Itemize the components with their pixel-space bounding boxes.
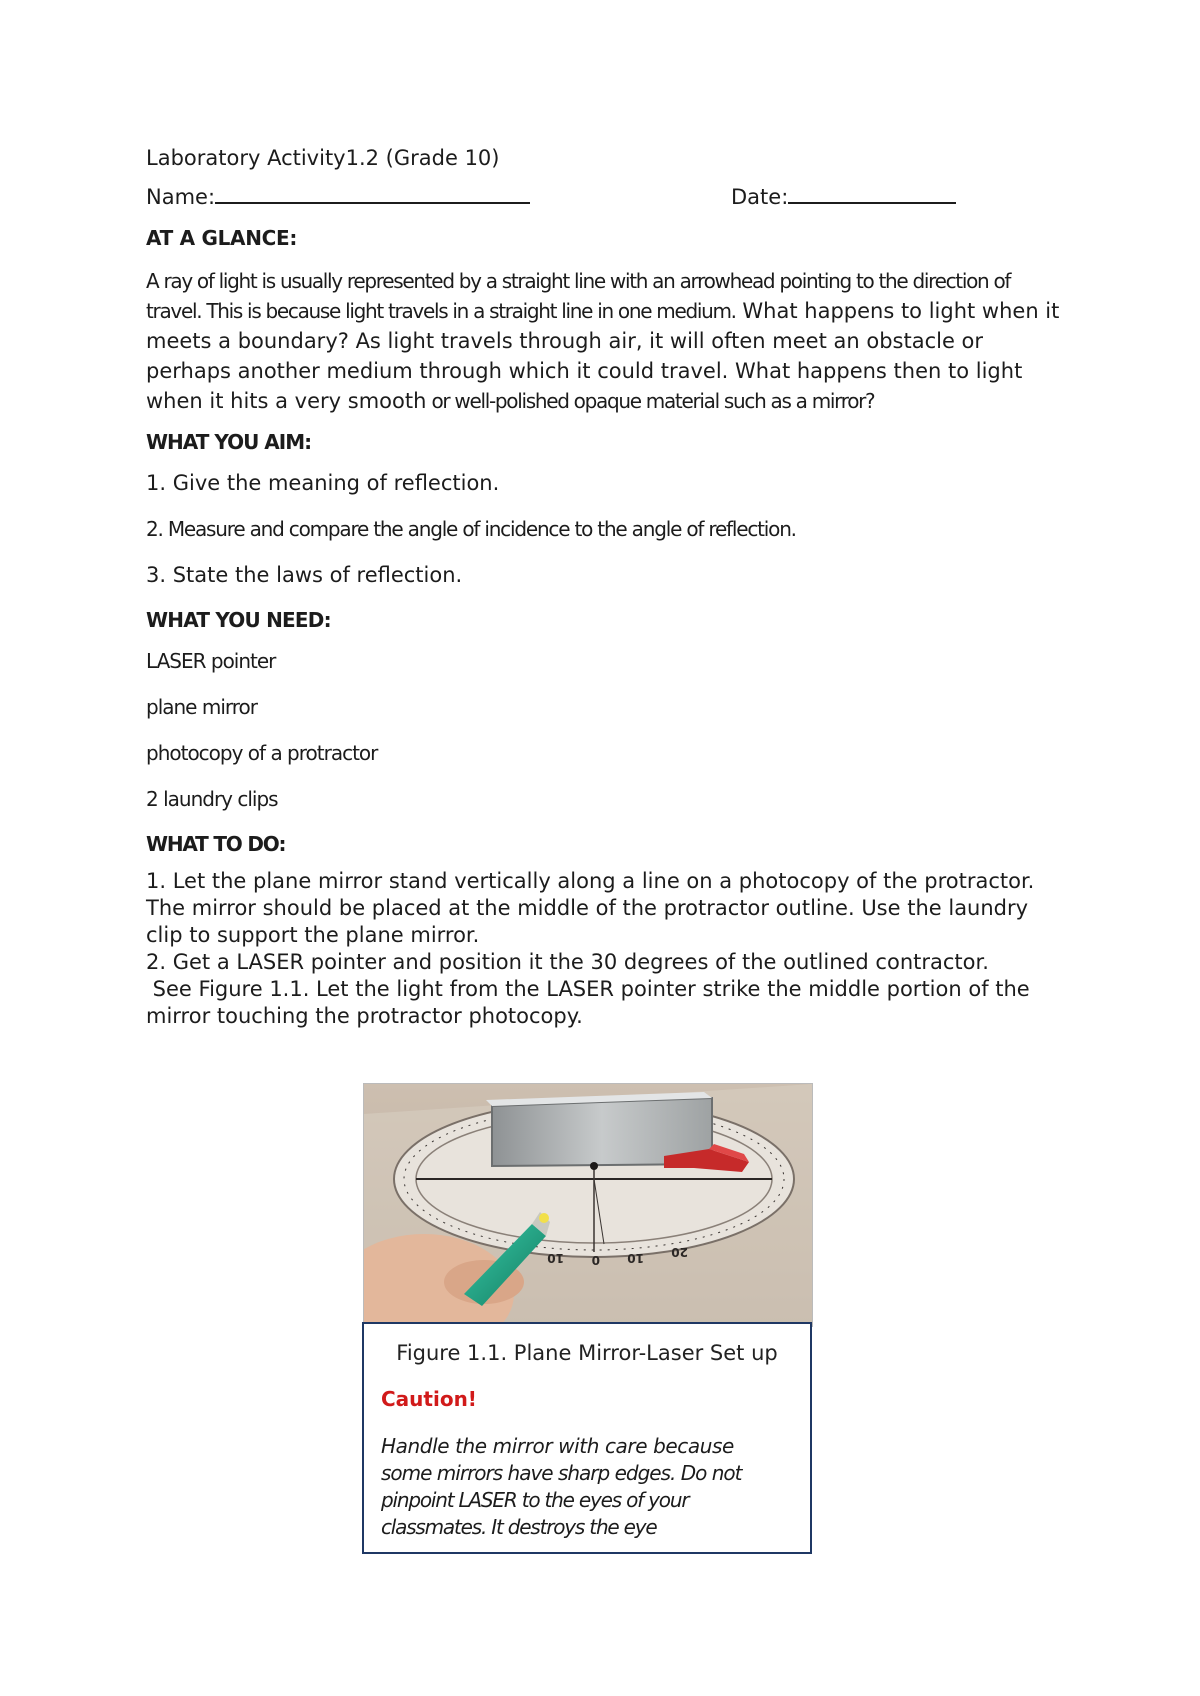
glance-line xyxy=(146,386,1066,416)
glance-line xyxy=(146,296,1066,326)
aim-item: 3. State the laws of reflection. xyxy=(146,563,463,587)
aim-item: 1. Give the meaning of reflection. xyxy=(146,471,500,495)
at-a-glance-heading: AT A GLANCE: xyxy=(146,226,298,250)
glance-line-part: What happens to light when it xyxy=(735,299,1060,323)
name-date-row xyxy=(146,182,1066,216)
plane-mirror-laser-photo xyxy=(364,1084,812,1326)
todo-line: clip to support the plane mirror. xyxy=(146,923,480,947)
glance-line: perhaps another medium through which it could travel. What happens then to light xyxy=(146,359,1023,383)
name-blank-line[interactable] xyxy=(215,182,530,204)
date-label: Date: xyxy=(731,185,789,209)
todo-line: The mirror should be placed at the middle of the protractor outline. Use the laundry xyxy=(146,896,1029,920)
glance-line-part: or well-polished opaque material such as a mirror? xyxy=(426,389,875,413)
todo-line: 2. Get a LASER pointer and position it the 30 degrees of the outlined contractor. xyxy=(146,950,989,974)
protractor-label: 0 xyxy=(591,1253,600,1267)
todo-line: 1. Let the plane mirror stand vertically along a line on a photocopy of the protractor. xyxy=(146,869,1035,893)
need-item: 2 laundry clips xyxy=(146,787,278,811)
figure-caption: Figure 1.1. Plane Mirror-Laser Set up xyxy=(396,1341,778,1365)
figure-photo xyxy=(363,1083,813,1327)
what-you-aim-heading: WHAT YOU AIM: xyxy=(146,430,312,454)
what-to-do-heading: WHAT TO DO: xyxy=(146,832,286,856)
glance-line-part: travel. This is because light travels in a straight line in one medium. xyxy=(146,299,736,323)
todo-line: See Figure 1.1. Let the light from the LASER pointer strike the middle portion of the xyxy=(146,977,1030,1001)
caution-text xyxy=(381,1433,796,1541)
protractor-label: 10 xyxy=(627,1251,644,1265)
need-item: LASER pointer xyxy=(146,649,276,673)
caution-line: some mirrors have sharp edges. Do not xyxy=(381,1461,742,1485)
caution-line: Handle the mirror with care because xyxy=(381,1434,734,1458)
protractor-label: 10 xyxy=(547,1251,564,1265)
glance-line-part: when it hits a very smooth xyxy=(146,389,427,413)
protractor-label: 20 xyxy=(671,1245,688,1259)
name-field[interactable] xyxy=(146,182,530,209)
need-item: plane mirror xyxy=(146,695,257,719)
date-blank-line[interactable] xyxy=(788,182,956,204)
aim-item: 2. Measure and compare the angle of incidence to the angle of reflection. xyxy=(146,517,796,541)
date-field[interactable] xyxy=(731,182,956,209)
glance-line: meets a boundary? As light travels through air, it will often meet an obstacle or xyxy=(146,329,984,353)
todo-line: mirror touching the protractor photocopy. xyxy=(146,1004,583,1028)
name-label: Name: xyxy=(146,185,216,209)
document-content xyxy=(146,146,1066,1030)
caution-line: pinpoint LASER to the eyes of your xyxy=(381,1488,689,1512)
caution-title: Caution! xyxy=(381,1387,477,1411)
activity-title: Laboratory Activity1.2 (Grade 10) xyxy=(146,146,500,170)
what-you-need-heading: WHAT YOU NEED: xyxy=(146,608,331,632)
at-a-glance-paragraph xyxy=(146,266,1066,416)
glance-line: A ray of light is usually represented by a straight line with an arrowhead pointing to the direction of xyxy=(146,269,1011,293)
caution-line: classmates. It destroys the eye xyxy=(381,1515,657,1539)
caption-box xyxy=(362,1322,812,1554)
need-item: photocopy of a protractor xyxy=(146,741,378,765)
